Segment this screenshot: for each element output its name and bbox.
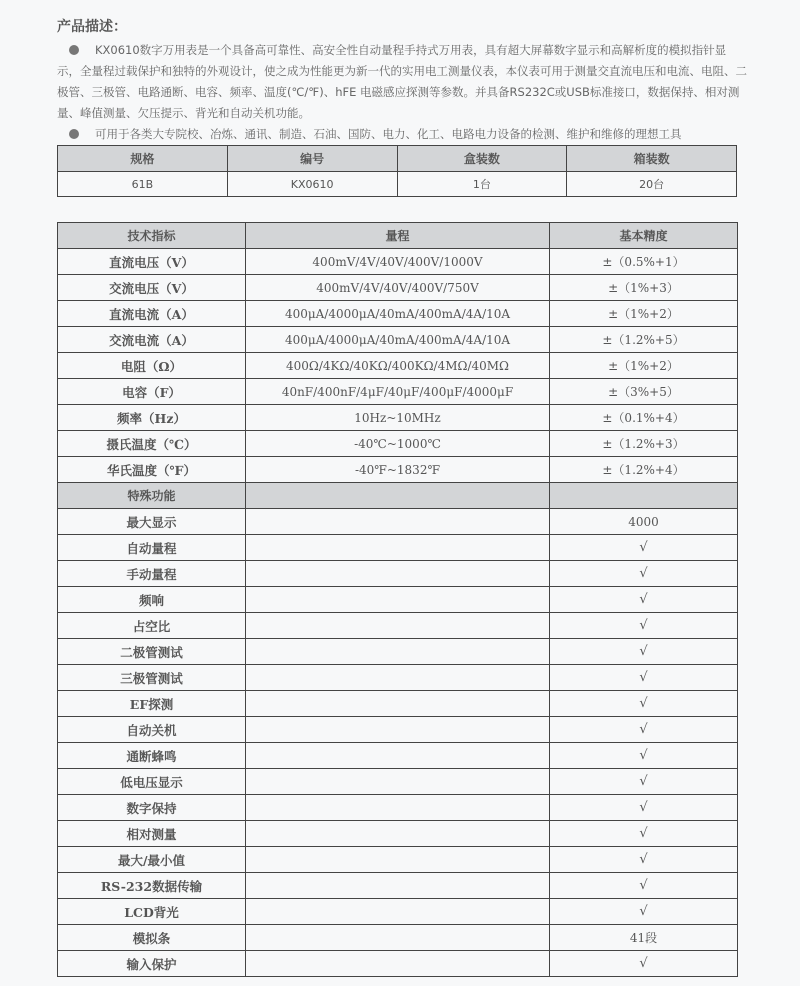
checkmark-icon: √: [550, 639, 738, 665]
checkmark-icon: √: [550, 691, 738, 717]
special-functions-header-row: [58, 483, 738, 509]
feature-label: 频响: [58, 587, 246, 613]
feature-row: [58, 613, 738, 639]
tech-spec-table: [57, 222, 738, 977]
feature-row: [58, 795, 738, 821]
feature-label: RS-232数据传输: [58, 873, 246, 899]
checkmark-icon: √: [550, 769, 738, 795]
feature-row: [58, 691, 738, 717]
tech-header-indicator: 技术指标: [58, 223, 246, 249]
table-row: [58, 353, 738, 379]
measurement-range: 400μA/4000μA/40mA/400mA/4A/10A: [246, 327, 550, 353]
spec-code: KX0610: [227, 172, 397, 197]
feature-label: 占空比: [58, 613, 246, 639]
empty-cell: [246, 665, 550, 691]
empty-cell: [246, 535, 550, 561]
measurement-label: 直流电流（A）: [58, 301, 246, 327]
measurement-range: 400μA/4000μA/40mA/400mA/4A/10A: [246, 301, 550, 327]
measurement-accuracy: ±（1.2%+5）: [550, 327, 738, 353]
empty-cell: [246, 509, 550, 535]
feature-row: [58, 561, 738, 587]
spec-header-box-qty: 盒装数: [397, 146, 567, 172]
checkmark-icon: √: [550, 873, 738, 899]
feature-label: 输入保护: [58, 951, 246, 977]
feature-label: 三极管测试: [58, 665, 246, 691]
bullet-icon: [69, 45, 79, 55]
empty-cell: [246, 613, 550, 639]
empty-cell: [550, 483, 738, 509]
empty-cell: [246, 899, 550, 925]
measurement-accuracy: ±（1%+2）: [550, 353, 738, 379]
measurement-label: 电阻（Ω）: [58, 353, 246, 379]
spec-header-model: 规格: [58, 146, 228, 172]
measurement-accuracy: ±（3%+5）: [550, 379, 738, 405]
checkmark-icon: √: [550, 821, 738, 847]
empty-cell: [246, 769, 550, 795]
feature-label: 自动量程: [58, 535, 246, 561]
feature-row: [58, 743, 738, 769]
feature-label: 自动关机: [58, 717, 246, 743]
product-description: [57, 40, 747, 145]
measurement-label: 摄氏温度（℃）: [58, 431, 246, 457]
empty-cell: [246, 821, 550, 847]
tech-header-accuracy: 基本精度: [550, 223, 738, 249]
spec-carton-qty: 20台: [567, 172, 737, 197]
measurement-label: 直流电压（V）: [58, 249, 246, 275]
tech-header-row: [58, 223, 738, 249]
feature-label: 通断蜂鸣: [58, 743, 246, 769]
measurement-range: 400Ω/4KΩ/40KΩ/400KΩ/4MΩ/40MΩ: [246, 353, 550, 379]
measurement-accuracy: ±（1%+3）: [550, 275, 738, 301]
measurement-accuracy: ±（1.2%+3）: [550, 431, 738, 457]
feature-value: 41段: [550, 925, 738, 951]
spec-model: 61B: [58, 172, 228, 197]
measurement-accuracy: ±（0.1%+4）: [550, 405, 738, 431]
measurement-accuracy: ±（1.2%+4）: [550, 457, 738, 483]
checkmark-icon: √: [550, 951, 738, 977]
spec-table: [57, 145, 737, 197]
measurement-range: 400mV/4V/40V/400V/1000V: [246, 249, 550, 275]
table-row: [58, 405, 738, 431]
spec-data-row: [58, 172, 737, 197]
empty-cell: [246, 483, 550, 509]
feature-row: [58, 769, 738, 795]
measurement-range: -40℉~1832℉: [246, 457, 550, 483]
feature-row: [58, 639, 738, 665]
empty-cell: [246, 847, 550, 873]
spec-box-qty: 1台: [397, 172, 567, 197]
feature-row: [58, 535, 738, 561]
empty-cell: [246, 587, 550, 613]
checkmark-icon: √: [550, 717, 738, 743]
table-row: [58, 379, 738, 405]
empty-cell: [246, 925, 550, 951]
checkmark-icon: √: [550, 613, 738, 639]
special-functions-header: 特殊功能: [58, 483, 246, 509]
measurement-range: 400mV/4V/40V/400V/750V: [246, 275, 550, 301]
checkmark-icon: √: [550, 795, 738, 821]
description-paragraph-2: 可用于各类大专院校、冶炼、通讯、制造、石油、国防、电力、化工、电路电力设备的检测、维护和维修的理想工具: [57, 124, 747, 145]
checkmark-icon: √: [550, 899, 738, 925]
description-paragraph-1: KX0610数字万用表是一个具备高可靠性、高安全性自动量程手持式万用表，具有超大屏幕数字显示和高解析度的模拟指针显示，全量程过载保护和独特的外观设计，使之成为性能更为新一代的实用电工测量仪表，本仪表可用于测量交直流电压和电流、电阻、二极管、三极管、电路通断、电容、频率、温度(℃/℉)、hFE 电磁感应探测等参数。并具备RS232C或USB标准接口，数据保持、相对测量、峰值测量、欠压提示、背光和自动关机功能。: [57, 43, 747, 120]
measurement-accuracy: ±（1%+2）: [550, 301, 738, 327]
checkmark-icon: √: [550, 743, 738, 769]
measurement-range: 10Hz~10MHz: [246, 405, 550, 431]
spec-header-carton-qty: 箱装数: [567, 146, 737, 172]
feature-row: [58, 665, 738, 691]
feature-label: 数字保持: [58, 795, 246, 821]
bullet-icon: [69, 129, 79, 139]
feature-row: [58, 587, 738, 613]
feature-label: 模拟条: [58, 925, 246, 951]
table-row: [58, 327, 738, 353]
feature-row: [58, 925, 738, 951]
empty-cell: [246, 873, 550, 899]
feature-row: [58, 873, 738, 899]
feature-label: 低电压显示: [58, 769, 246, 795]
feature-row: [58, 717, 738, 743]
feature-label: EF探测: [58, 691, 246, 717]
measurement-label: 频率（Hz）: [58, 405, 246, 431]
measurement-range: 40nF/400nF/4μF/40μF/400μF/4000μF: [246, 379, 550, 405]
feature-label: 二极管测试: [58, 639, 246, 665]
table-row: [58, 431, 738, 457]
checkmark-icon: √: [550, 665, 738, 691]
table-row: [58, 301, 738, 327]
feature-label: 最大显示: [58, 509, 246, 535]
measurement-label: 交流电压（V）: [58, 275, 246, 301]
section-title: 产品描述：: [57, 19, 127, 35]
measurement-label: 华氏温度（℉）: [58, 457, 246, 483]
table-row: [58, 249, 738, 275]
table-row: [58, 275, 738, 301]
measurement-accuracy: ±（0.5%+1）: [550, 249, 738, 275]
feature-row: [58, 899, 738, 925]
empty-cell: [246, 951, 550, 977]
empty-cell: [246, 743, 550, 769]
feature-label: 相对测量: [58, 821, 246, 847]
tech-header-range: 量程: [246, 223, 550, 249]
feature-label: 最大/最小值: [58, 847, 246, 873]
feature-row: [58, 847, 738, 873]
empty-cell: [246, 691, 550, 717]
feature-row: [58, 951, 738, 977]
empty-cell: [246, 639, 550, 665]
feature-row: [58, 509, 738, 535]
feature-row: [58, 821, 738, 847]
measurement-label: 电容（F）: [58, 379, 246, 405]
empty-cell: [246, 561, 550, 587]
checkmark-icon: √: [550, 847, 738, 873]
feature-label: LCD背光: [58, 899, 246, 925]
checkmark-icon: √: [550, 587, 738, 613]
table-row: [58, 457, 738, 483]
spec-header-row: [58, 146, 737, 172]
empty-cell: [246, 717, 550, 743]
spec-header-code: 编号: [227, 146, 397, 172]
measurement-range: -40℃~1000℃: [246, 431, 550, 457]
checkmark-icon: √: [550, 535, 738, 561]
empty-cell: [246, 795, 550, 821]
checkmark-icon: √: [550, 561, 738, 587]
feature-label: 手动量程: [58, 561, 246, 587]
feature-value: 4000: [550, 509, 738, 535]
measurement-label: 交流电流（A）: [58, 327, 246, 353]
